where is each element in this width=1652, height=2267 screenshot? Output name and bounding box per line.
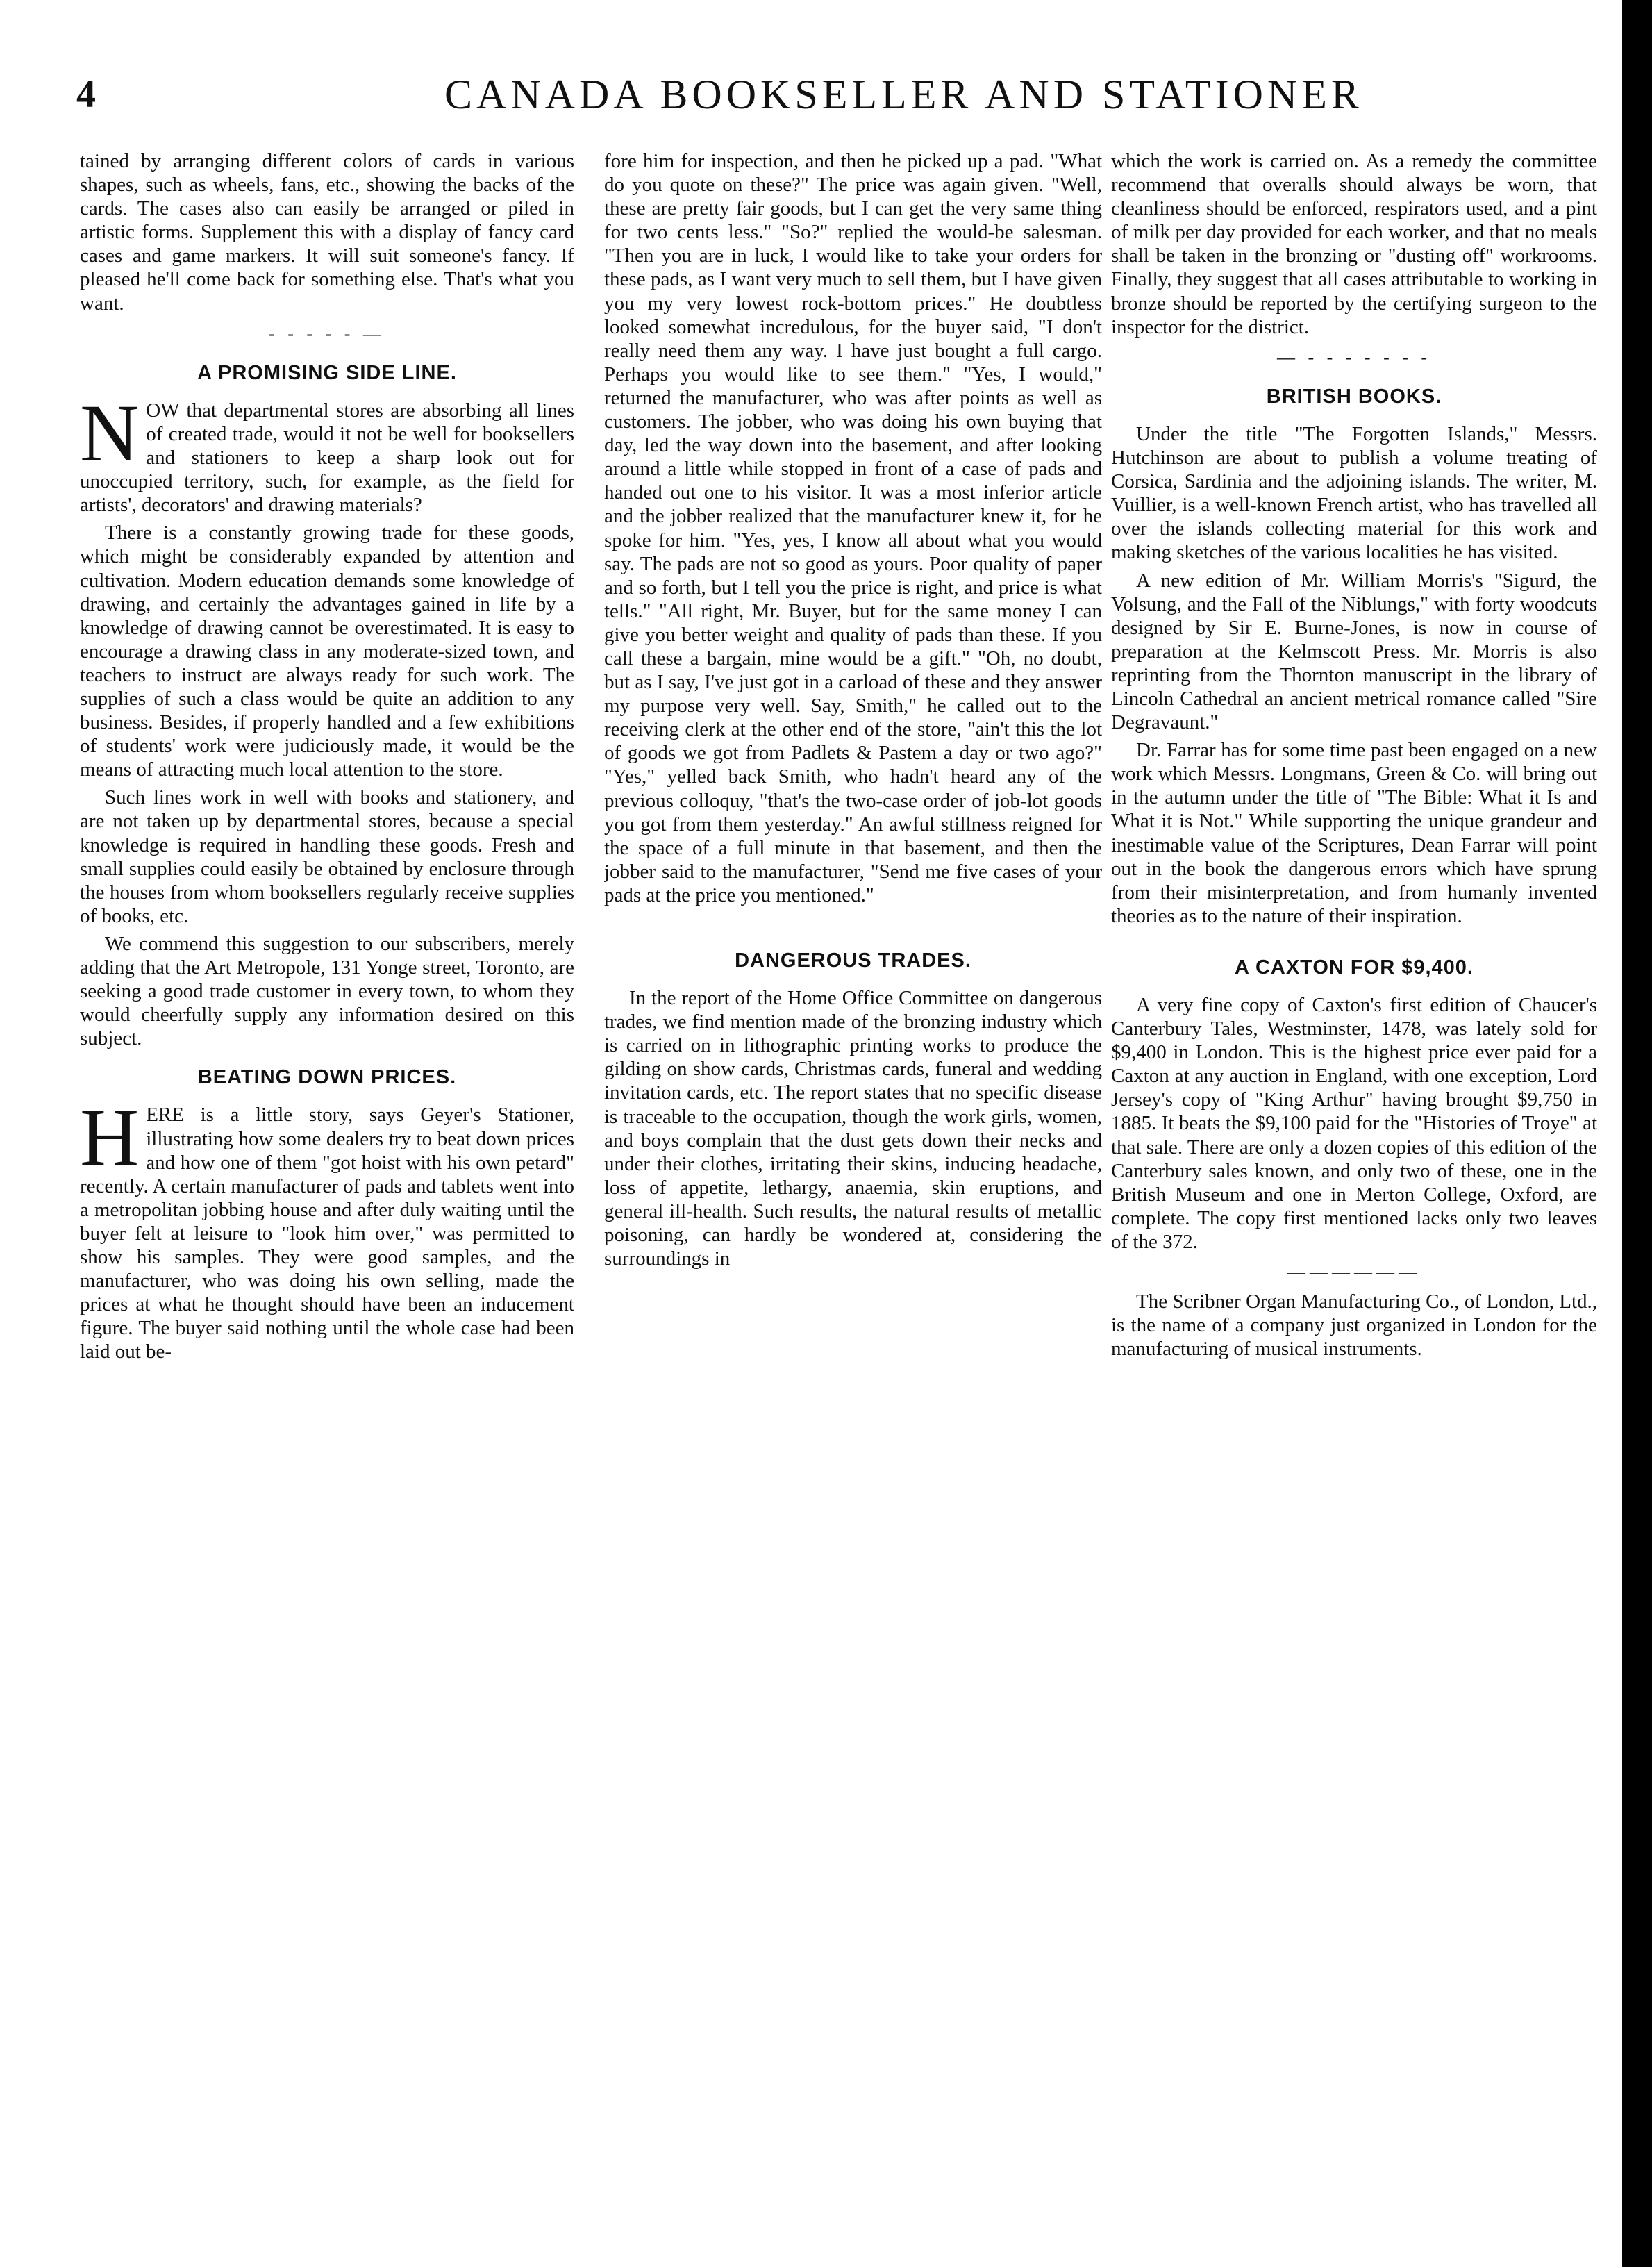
- page-edge-bar: [1622, 0, 1652, 2267]
- heading-promising-side-line: A PROMISING SIDE LINE.: [197, 361, 457, 384]
- paragraph: There is a constantly growing trade for these goods, which might be considerably expanded by attention and cultivation. Modern education demands some knowledge of drawing, and certainly the advantages gained in life by a knowledge of drawing cannot be overestimated. It is easy to encourage a drawing class in any moderate-sized town, and teachers to instruct are always ready for such work. The supplies of such a class would be quite an addition to any business. Besides, if properly handled and a few exhibitions of students' work were judiciously made, it would be the means of attracting much local attention to the store.: [80, 522, 574, 781]
- paragraph: Dr. Farrar has for some time past been engaged on a new work which Messrs. Longmans, Green & Co. will bring out in the autumn under the title of "The Bible: What it Is and What it is Not." While supporting the unique grandeur and inestimable value of the Scriptures, Dean Farrar will point out in the book the dangerous errors which have sprung from their misinterpretation, and from humanly invented theories as to the nature of their inspiration.: [1111, 739, 1597, 927]
- separator: — - - - - - - -: [1276, 347, 1432, 367]
- page-header: [76, 64, 1363, 126]
- paragraph: We commend this suggestion to our subscribers, merely adding that the Art Metropole, 131 Yonge street, Toronto, are seeking a good trade customer in every town, to whom they would cheerfully supply any information desired on this subject.: [80, 932, 574, 1050]
- running-title: CANADA BOOKSELLER AND STATIONER: [444, 72, 1363, 117]
- paragraph: A very fine copy of Caxton's first edition of Chaucer's Canterbury Tales, Westminster, 1478, was lately sold for $9,400 in London. This is the highest price ever paid for a Caxton at any auction in England, with one exception, Lord Jersey's copy of "King Arthur" having brought $9,750 in 1885. It beats the $9,100 paid for the "Histories of Troye" at that sale. There are only a dozen copies of this edition of the Canterbury sales known, and only two of these, one in the British Museum and one in Merton College, Oxford, are complete. The copy first mentioned lacks only two leaves of the 372.: [1111, 994, 1597, 1253]
- paragraph: which the work is carried on. As a remedy the committee recommend that overalls should always be worn, that cleanliness should be enforced, respirators used, and a pint of milk per day provided for each worker, and that no meals shall be taken in the bronzing or "dusting off" workrooms. Finally, they suggest that all cases attributable to working in bronze should be reported by the certifying surgeon to the inspector for the district.: [1111, 150, 1597, 338]
- drop-cap: H: [80, 1092, 140, 1184]
- separator: ——————: [1287, 1262, 1421, 1283]
- paragraph: Such lines work in well with books and stationery, and are not taken up by departmental stores, because a special knowledge is required in handling these goods. Fresh and small supplies could easily be obtained by enclosure through the houses from whom booksellers regularly receive supplies of books, etc.: [80, 786, 574, 927]
- heading-british-books: BRITISH BOOKS.: [1266, 385, 1442, 408]
- paragraph: NOW that departmental stores are absorbing all lines of created trade, would it not be well for booksellers and stationers to keep a sharp look out for unoccupied territory, such, for example, as the field for artists', decorators' and drawing materials?: [80, 387, 574, 517]
- paragraph: A new edition of Mr. William Morris's "Sigurd, the Volsung, and the Fall of the Niblungs," with forty woodcuts designed by Sir E. Burne-Jones, is now in course of preparation at the Kelmscott Press. Mr. Morris is also reprinting from the Thornton manuscript in the library of Lincoln Cathedral an ancient metrical romance called "Sire Degravaunt.": [1111, 569, 1597, 734]
- paragraph: tained by arranging different colors of cards in various shapes, such as wheels, fans, etc., showing the backs of the cards. The cases also can easily be arranged or piled in artistic forms. Supplement this with a display of fancy card cases and game markers. It will suit someone's fancy. If pleased he'll come back for something else. That's what you want.: [80, 150, 574, 315]
- paragraph: The Scribner Organ Manufacturing Co., of London, Ltd., is the name of a company just organized in London for the manufacturing of musical instruments.: [1111, 1290, 1597, 1361]
- heading-dangerous-trades: DANGEROUS TRADES.: [735, 949, 971, 972]
- paragraph: In the report of the Home Office Committee on dangerous trades, we find mention made of the bronzing industry which is carried on in lithographic printing works to produce the gilding on show cards, Christmas cards, funeral and wedding invitation cards, etc. The report states that no specific disease is traceable to the occupation, though the work girls, women, and boys complain that the dust gets down their necks and under their clothes, irritating their skins, inducing headache, loss of appetite, lethargy, anaemia, skin eruptions, and general ill-health. Such results, the natural results of metallic poisoning, can hardly be wondered at, considering the surroundings in: [604, 987, 1102, 1270]
- separator: - - - - - —: [269, 323, 385, 344]
- paragraph: fore him for inspection, and then he picked up a pad. "What do you quote on these?" The price was again given. "Well, these are pretty fair goods, but I can get the very same thing for two cents less." "So?" replied the would-be salesman. "Then you are in luck, I would like to take your orders for these pads, as I want very much to sell them, but I have given you my very lowest rock-bottom prices." He doubtless looked somewhat incredulous, for the buyer said, "I don't really need them any way. I have just bought a full cargo. Perhaps you would like to see them." "Yes, I would," returned the manufacturer, who was after points as well as customers. The jobber, who was doing his own buying that day, led the way down into the basement, and after looking around a little while stopped in front of a case of pads and handed out one to his visitor. It was a most inferior article and the jobber realized that the manufacturer knew it, for he spoke for him. "Yes, yes, I know all about what you would say. The pads are not so good as yours. Poor quality of paper and so forth, but I tell you the price is right, and price is what tells." "All right, Mr. Buyer, but for the same money I can give you better weight and quality of pads than these. If you call these a bargain, mine would be a gift." "Oh, no doubt, but as I say, I've just got in a carload of these and they answer my purpose very well. Say, Smith," he called out to the receiving clerk at the other end of the store, "ain't this the lot of goods we got from Padlets & Pastem a day or two ago?" "Yes," yelled back Smith, who hadn't heard any of the previous colloquy, "that's the two-case order of job-lot goods you got from them yesterday." An awful stillness reigned for the space of a full minute in that basement, and then the jobber said to the manufacturer, "Send me five cases of your pads at the price you mentioned.": [604, 150, 1102, 906]
- column-1: [80, 149, 574, 2233]
- heading-beating-down-prices: BEATING DOWN PRICES.: [197, 1066, 457, 1089]
- column-3: [1111, 149, 1597, 2233]
- drop-cap: N: [80, 387, 140, 479]
- paragraph: Under the title "The Forgotten Islands," Messrs. Hutchinson are about to publish a volume treating of Corsica, Sardinia and the adjoining islands. The writer, M. Vuillier, is a well-known French artist, who has travelled all over the islands collecting material for this work and making sketches of the various localities he has visited.: [1111, 422, 1597, 564]
- paragraph: HERE is a little story, says Geyer's Stationer, illustrating how some dealers try to beat down prices and how one of them "got hoist with his own petard" recently. A certain manufacturer of pads and tablets went into a metropolitan jobbing house and after duly waiting until the buyer felt at leisure to "look him over," was permitted to show his samples. They were good samples, and the manufacturer, who was doing his own selling, made the prices at what he thought should have been an inducement figure. The buyer said nothing until the whole case had been laid out be-: [80, 1092, 574, 1363]
- page-number: 4: [76, 73, 96, 116]
- column-2: [604, 149, 1102, 2233]
- heading-caxton: A CAXTON FOR $9,400.: [1235, 956, 1474, 979]
